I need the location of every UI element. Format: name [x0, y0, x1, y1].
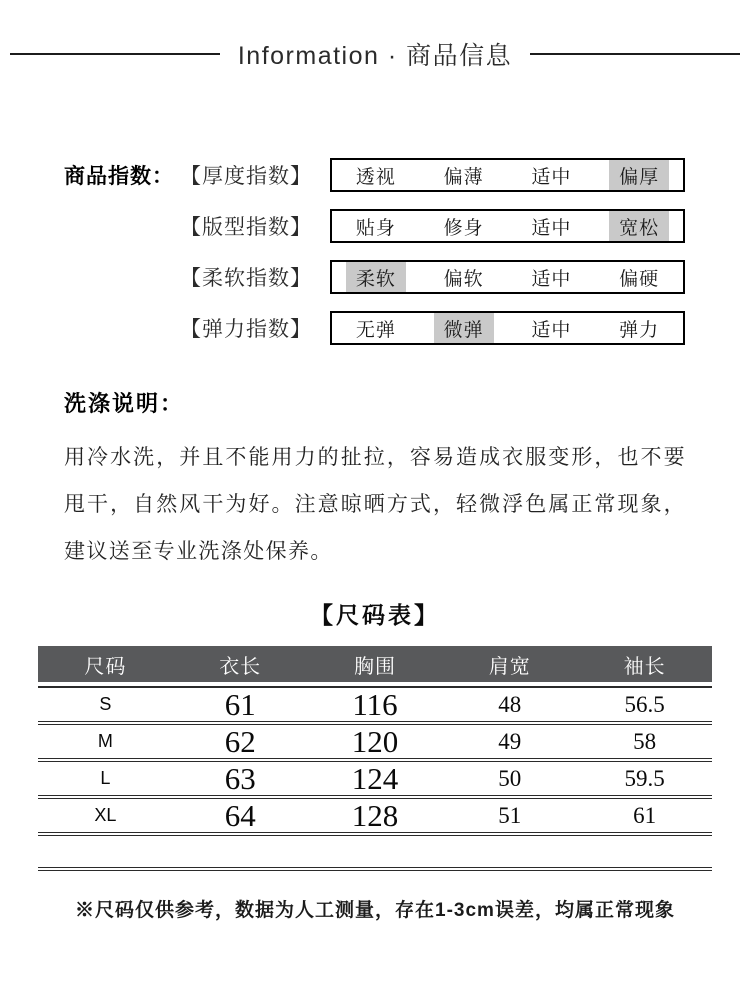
- index-options-box: [330, 158, 685, 192]
- index-options-box: [330, 311, 685, 345]
- size-chart-title: 【尺码表】: [310, 602, 440, 628]
- option-item: 偏薄: [443, 166, 484, 188]
- option-cell: [332, 262, 420, 292]
- length-cell: 64: [224, 797, 256, 833]
- header-right-line: [530, 53, 740, 55]
- size-cell: L: [100, 768, 111, 788]
- option-item-selected: 柔软: [346, 262, 406, 292]
- size-cell: S: [99, 694, 112, 714]
- header-left-line: [10, 53, 220, 55]
- length-cell: 61: [224, 686, 256, 722]
- product-index-section: [0, 158, 750, 345]
- bust-cell: 120: [351, 723, 399, 759]
- index-row-label: 【版型指数】: [180, 216, 312, 239]
- page-header: [10, 36, 740, 72]
- bust-cell: 128: [351, 797, 399, 833]
- option-cell: [508, 211, 596, 241]
- index-row-elasticity: [0, 311, 750, 345]
- index-row-label: 【厚度指数】: [180, 165, 312, 188]
- option-cell: [508, 160, 596, 190]
- option-cell: [595, 211, 683, 241]
- option-item: 偏硬: [619, 268, 660, 290]
- length-cell: 63: [224, 760, 256, 796]
- size-cell: M: [97, 731, 113, 751]
- index-row-label: 【柔软指数】: [180, 267, 312, 290]
- bust-cell: 124: [351, 760, 399, 796]
- sleeve-cell: 56.5: [624, 691, 665, 717]
- size-row-empty: [38, 836, 712, 871]
- index-options-box: [330, 209, 685, 243]
- option-item: 偏软: [443, 268, 484, 290]
- index-row-thickness: [0, 158, 750, 192]
- product-info-page: [0, 36, 750, 922]
- size-table-header-row: [38, 646, 712, 682]
- shoulder-cell: 49: [498, 728, 522, 754]
- option-item-selected: 宽松: [609, 211, 669, 241]
- option-cell: [595, 262, 683, 292]
- option-item: 贴身: [355, 217, 396, 239]
- column-header: 衣长: [219, 655, 262, 678]
- option-cell: [420, 211, 508, 241]
- section-label: 商品指数：: [64, 165, 174, 188]
- option-item: 修身: [443, 217, 484, 239]
- index-row-label: 【弹力指数】: [180, 318, 312, 341]
- option-item: 透视: [355, 166, 396, 188]
- size-row-xl: [38, 799, 712, 836]
- option-cell: [420, 262, 508, 292]
- option-item: 适中: [531, 166, 572, 188]
- option-cell: [420, 313, 508, 343]
- sleeve-cell: 59.5: [624, 765, 665, 791]
- shoulder-cell: 48: [498, 691, 522, 717]
- size-footnote: ※尺码仅供参考，数据为人工测量，存在1-3cm误差，均属正常现象: [75, 900, 675, 921]
- size-row-s: [38, 688, 712, 725]
- sleeve-cell: 61: [633, 802, 657, 828]
- shoulder-cell: 50: [498, 765, 522, 791]
- sleeve-cell: 58: [633, 728, 657, 754]
- size-row-l: [38, 762, 712, 799]
- option-cell: [508, 313, 596, 343]
- column-header: 胸围: [353, 655, 396, 678]
- washing-body-text: 用冷水洗，并且不能用力的扯拉，容易造成衣服变形，也不要甩干，自然风干为好。注意晾晒方式，轻微浮色属正常现象，建议送至专业洗涤处保养。: [64, 446, 686, 563]
- length-cell: 62: [224, 723, 256, 759]
- column-header: 尺码: [84, 655, 127, 678]
- index-row-fit: [0, 209, 750, 243]
- column-header: 袖长: [623, 655, 666, 678]
- option-cell: [595, 160, 683, 190]
- option-item: 适中: [531, 319, 572, 341]
- size-row-m: [38, 725, 712, 762]
- size-cell: XL: [94, 805, 117, 825]
- washing-title: 洗涤说明：: [64, 391, 185, 416]
- washing-section: [64, 387, 686, 575]
- option-item: 适中: [531, 217, 572, 239]
- column-header: 肩宽: [488, 655, 531, 678]
- bust-cell: 116: [352, 686, 398, 722]
- index-row-softness: [0, 260, 750, 294]
- option-cell: [332, 160, 420, 190]
- index-options-box: [330, 260, 685, 294]
- page-title: Information · 商品信息: [237, 42, 513, 70]
- option-item: 适中: [531, 268, 572, 290]
- option-cell: [332, 313, 420, 343]
- option-item-selected: 偏厚: [609, 160, 669, 190]
- option-cell: [595, 313, 683, 343]
- size-chart-table: [38, 646, 712, 871]
- option-item-selected: 微弹: [434, 313, 494, 343]
- option-item: 无弹: [355, 319, 396, 341]
- option-cell: [508, 262, 596, 292]
- option-cell: [332, 211, 420, 241]
- shoulder-cell: 51: [498, 802, 522, 828]
- option-item: 弹力: [619, 319, 660, 341]
- option-cell: [420, 160, 508, 190]
